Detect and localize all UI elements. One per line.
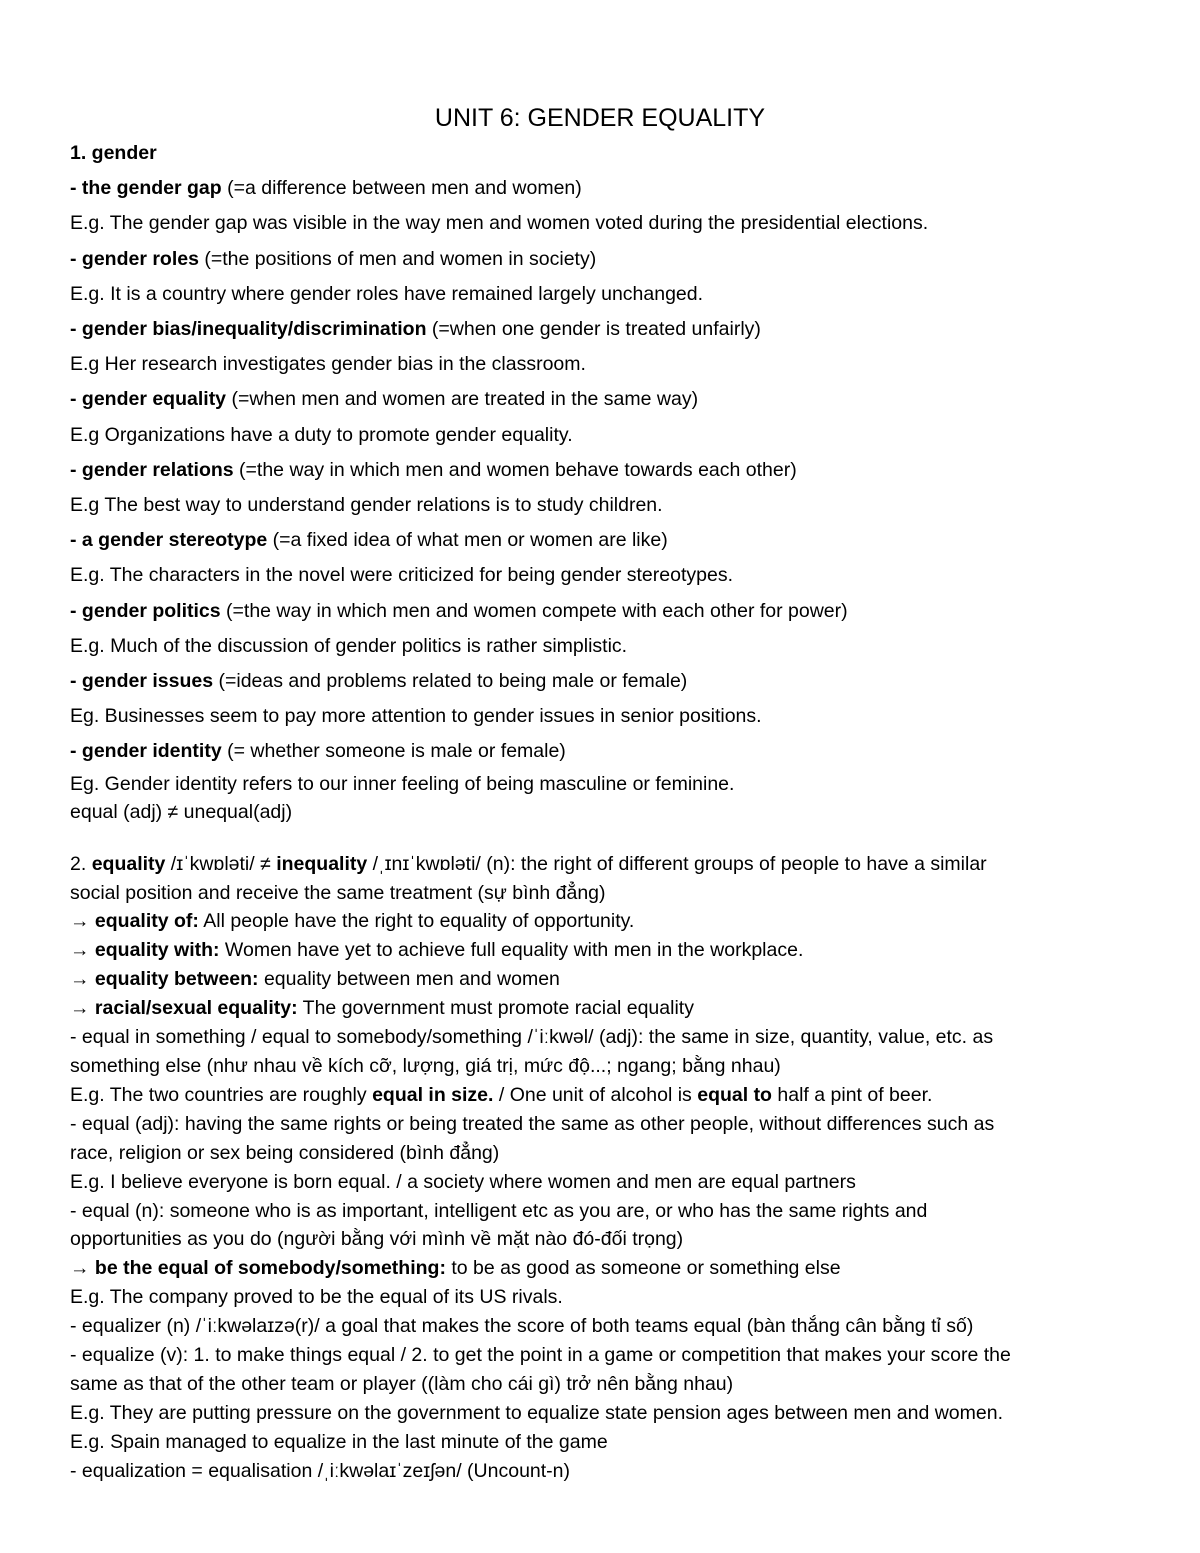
entry-term-line: - gender issues (=ideas and problems related to being male or female) [70, 670, 688, 693]
entry-term-line: - gender bias/inequality/discrimination (=when one gender is treated unfairly) [70, 318, 761, 341]
collocation-line: → equality between: equality between men and women [70, 968, 560, 991]
example-line: E.g. Spain managed to equalize in the last minute of the game [70, 1430, 608, 1453]
entry-term-line: - gender relations (=the way in which men and women behave towards each other) [70, 458, 797, 481]
entry-example: E.g. The gender gap was visible in the way men and women voted during the presidential elections. [70, 212, 929, 235]
definition-line: opportunities as you do (người bằng với mình về mặt nào đó-đối trọng) [70, 1228, 684, 1251]
entry-term-line: - gender equality (=when men and women are treated in the same way) [70, 388, 699, 411]
entry-term-line: - the gender gap (=a difference between men and women) [70, 177, 582, 200]
definition-line: - equalization = equalisation /ˌiːkwəlaɪˈzeɪʃən/ (Uncount-n) [70, 1459, 571, 1482]
collocation-line: → equality of: All people have the right to equality of opportunity. [70, 910, 635, 933]
equality-definition: 2. equality /ɪˈkwɒləti/ ≠ inequality /ˌɪnɪˈkwɒləti/ (n): the right of different groups of people to have a similar [70, 852, 987, 875]
collocation-line: → equality with: Women have yet to achieve full equality with men in the workplace. [70, 939, 804, 962]
entry-example: Eg. Businesses seem to pay more attention to gender issues in senior positions. [70, 705, 762, 728]
example-line: E.g. I believe everyone is born equal. / a society where women and men are equal partners [70, 1170, 856, 1193]
example-line: E.g. They are putting pressure on the government to equalize state pension ages between men and women. [70, 1401, 1003, 1424]
entry-example: E.g. The characters in the novel were criticized for being gender stereotypes. [70, 564, 733, 587]
entry-example: E.g. It is a country where gender roles have remained largely unchanged. [70, 282, 704, 305]
entry-term-line: - a gender stereotype (=a fixed idea of what men or women are like) [70, 529, 668, 552]
entry-term-line: - gender politics (=the way in which men and women compete with each other for power) [70, 599, 848, 622]
section-equality [70, 850, 1130, 1486]
definition-line: - equalize (v): 1. to make things equal / 2. to get the point in a game or competition that makes your score the [70, 1344, 1011, 1367]
entry-term-line: - gender identity (= whether someone is male or female) [70, 740, 566, 763]
example-line: E.g. The company proved to be the equal of its US rivals. [70, 1286, 563, 1309]
spacer [70, 826, 1130, 850]
definition-line: - equal (adj): having the same rights or being treated the same as other people, without differences such as [70, 1112, 995, 1135]
definition-line: something else (như nhau về kích cỡ, lượng, giá trị, mức độ...; ngang; bằng nhau) [70, 1055, 781, 1077]
section-heading: 1. gender [70, 142, 157, 164]
definition-line: same as that of the other team or player ((làm cho cái gì) trở nên bằng nhau) [70, 1372, 734, 1395]
definition-line: race, religion or sex being considered (bình đẳng) [70, 1141, 500, 1164]
section-gender [70, 136, 1130, 770]
page-title: UNIT 6: GENDER EQUALITY [434, 104, 766, 132]
entry-example: Eg. Gender identity refers to our inner feeling of being masculine or feminine. [70, 772, 735, 795]
example-line: E.g. The two countries are roughly equal in size. / One unit of alcohol is equal to half a pint of beer. [70, 1083, 933, 1106]
definition-line: - equal in something / equal to somebody/something /ˈiːkwəl/ (adj): the same in size, quantity, value, etc. as [70, 1026, 994, 1049]
antonym-note: equal (adj) ≠ unequal(adj) [70, 800, 293, 823]
collocation-line: → racial/sexual equality: The government must promote racial equality [70, 997, 694, 1020]
entry-example: E.g Organizations have a duty to promote gender equality. [70, 423, 573, 446]
entry-term-line: - gender roles (=the positions of men and women in society) [70, 247, 597, 270]
entry-example: E.g. Much of the discussion of gender politics is rather simplistic. [70, 634, 628, 657]
definition-line: - equalizer (n) /ˈiːkwəlaɪzə(r)/ a goal that makes the score of both teams equal (bàn thắng cân bằng tỉ số) [70, 1315, 974, 1338]
entry-example: E.g The best way to understand gender relations is to study children. [70, 494, 663, 517]
collocation-line: → be the equal of somebody/something: to be as good as someone or something else [70, 1257, 841, 1280]
equality-definition-cont: social position and receive the same treatment (sự bình đẳng) [70, 881, 606, 904]
entry-example: E.g Her research investigates gender bias in the classroom. [70, 353, 586, 376]
definition-line: - equal (n): someone who is as important, intelligent etc as you are, or who has the same rights and [70, 1199, 928, 1222]
